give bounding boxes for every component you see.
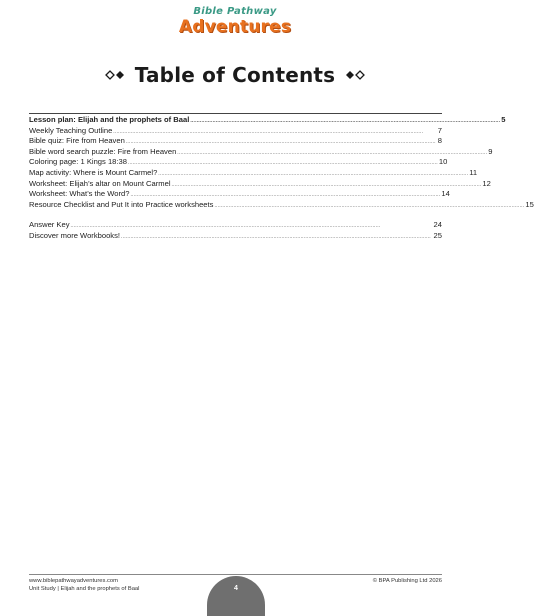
dot-leader: ................................................................................................................................................................................................... [127, 160, 438, 167]
page-number-tab [207, 576, 265, 616]
toc-entry-page: 12 [482, 178, 491, 188]
logo-main-text: Adventures [178, 17, 292, 37]
toc-entry-label: Worksheet: Elijah’s altar on Mount Carmel [29, 178, 171, 188]
toc-entry-label: Lesson plan: Elijah and the prophets of Baal [29, 115, 190, 124]
toc-entry-label: Weekly Teaching Outline [29, 125, 113, 135]
toc-entry-page: 24 [433, 220, 442, 230]
table-of-contents [29, 113, 534, 242]
diamond-ornament-right-icon [345, 69, 365, 81]
toc-row[interactable] [29, 178, 491, 190]
toc-row[interactable] [29, 199, 534, 211]
diamond-ornament-left-icon [105, 69, 125, 81]
page-title: Table of Contents [134, 63, 336, 87]
dot-leader: ................................................................................................................................................................................................... [70, 223, 381, 230]
dot-leader: ................................................................................................................................................................................................... [113, 128, 424, 135]
toc-entry-page: 8 [437, 136, 442, 146]
toc-row[interactable] [29, 136, 442, 147]
footer-copyright: © BPA Publishing Ltd 2026 [372, 578, 442, 584]
dot-leader: ................................................................................................................................................................................................... [190, 118, 501, 124]
toc-top-rule [29, 113, 442, 114]
dot-leader: ................................................................................................................................................................................................... [121, 233, 431, 240]
brand-logo [0, 6, 470, 37]
dot-leader: ................................................................................................................................................................................................... [177, 149, 488, 156]
toc-entry-page: 10 [438, 157, 448, 167]
toc-row[interactable] [29, 146, 493, 158]
toc-row[interactable] [29, 126, 442, 137]
footer-unit-title: Unit Study | Elijah and the prophets of Baal [29, 586, 140, 592]
logo-top-text: Bible Pathway [193, 6, 277, 17]
page-number: 4 [234, 585, 238, 592]
toc-entry-label: Discover more Workbooks! [29, 230, 121, 240]
dot-leader: ................................................................................................................................................................................................... [171, 181, 482, 188]
section-gap [29, 210, 442, 220]
toc-entry-label: Map activity: Where is Mount Carmel? [29, 167, 158, 177]
title-row [0, 63, 470, 87]
toc-row[interactable] [29, 189, 450, 200]
toc-row[interactable] [29, 115, 506, 126]
dot-leader: ................................................................................................................................................................................................... [214, 202, 525, 209]
toc-entry-page: 7 [437, 125, 442, 135]
toc-entry-label: Answer Key [29, 220, 70, 230]
toc-row[interactable] [29, 231, 442, 242]
toc-entry-label: Resource Checklist and Put It into Practice worksheets [29, 199, 214, 209]
dot-leader: ................................................................................................................................................................................................... [130, 192, 441, 199]
toc-entry-page: 25 [433, 230, 442, 240]
toc-row[interactable] [29, 167, 478, 179]
toc-row[interactable] [29, 157, 448, 168]
toc-entry-label: Bible word search puzzle: Fire from Heaven [29, 146, 177, 156]
toc-entry-label: Bible quiz: Fire from Heaven [29, 136, 125, 146]
dot-leader: ................................................................................................................................................................................................... [158, 170, 469, 177]
toc-entry-label: Worksheet: What’s the Word? [29, 189, 130, 199]
footer-website: www.biblepathwayadventures.com [29, 578, 118, 584]
toc-entry-page: 9 [488, 146, 493, 156]
toc-entry-label: Coloring page: 1 Kings 18:38 [29, 157, 127, 167]
toc-entry-page: 5 [501, 115, 506, 124]
toc-entry-page: 14 [441, 189, 450, 199]
toc-entry-page: 15 [525, 199, 534, 209]
toc-row[interactable] [29, 220, 442, 231]
dot-leader: ................................................................................................................................................................................................... [125, 139, 436, 146]
toc-entry-page: 11 [469, 167, 478, 177]
footer-divider [29, 574, 442, 575]
